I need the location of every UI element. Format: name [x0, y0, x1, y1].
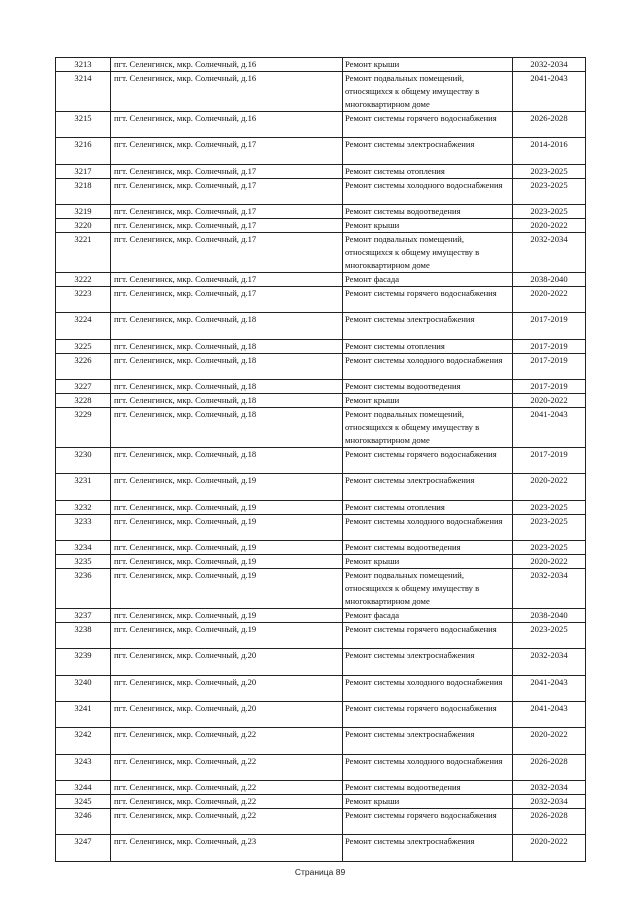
row-work-type: Ремонт системы электроснабжения: [343, 728, 513, 755]
row-address: пгт. Селенгинск, мкр. Солнечный, д.17: [111, 287, 343, 313]
page-footer: [0, 867, 640, 877]
row-number: 3218: [56, 179, 111, 205]
row-period: 2023-2025: [513, 165, 586, 179]
row-work-type: Ремонт системы холодного водоснабжения: [343, 755, 513, 781]
row-period: 2017-2019: [513, 313, 586, 340]
row-period: 2017-2019: [513, 448, 586, 474]
table-row: [56, 233, 586, 273]
row-work-type: Ремонт системы водоотведения: [343, 541, 513, 555]
row-address: пгт. Селенгинск, мкр. Солнечный, д.17: [111, 138, 343, 165]
row-work-type: Ремонт подвальных помещений, относящихся к общему имуществу в многоквартирном доме: [343, 72, 513, 112]
row-work-type: Ремонт системы электроснабжения: [343, 138, 513, 165]
row-address: пгт. Селенгинск, мкр. Солнечный, д.18: [111, 380, 343, 394]
row-address: пгт. Селенгинск, мкр. Солнечный, д.19: [111, 515, 343, 541]
table-row: [56, 380, 586, 394]
row-number: 3247: [56, 835, 111, 862]
row-number: 3213: [56, 58, 111, 72]
row-number: 3243: [56, 755, 111, 781]
row-period: 2020-2022: [513, 728, 586, 755]
row-number: 3227: [56, 380, 111, 394]
row-address: пгт. Селенгинск, мкр. Солнечный, д.16: [111, 72, 343, 112]
table-row: [56, 623, 586, 649]
table-row: [56, 609, 586, 623]
row-period: 2032-2034: [513, 58, 586, 72]
row-work-type: Ремонт фасада: [343, 273, 513, 287]
row-period: 2032-2034: [513, 795, 586, 809]
registry-table-container: [55, 57, 585, 862]
row-period: 2017-2019: [513, 380, 586, 394]
table-row: [56, 112, 586, 138]
row-work-type: Ремонт системы холодного водоснабжения: [343, 354, 513, 380]
row-address: пгт. Селенгинск, мкр. Солнечный, д.20: [111, 649, 343, 676]
table-row: [56, 781, 586, 795]
table-row: [56, 676, 586, 702]
row-number: 3215: [56, 112, 111, 138]
row-address: пгт. Селенгинск, мкр. Солнечный, д.19: [111, 623, 343, 649]
row-address: пгт. Селенгинск, мкр. Солнечный, д.16: [111, 58, 343, 72]
table-row: [56, 72, 586, 112]
row-work-type: Ремонт системы горячего водоснабжения: [343, 623, 513, 649]
row-number: 3230: [56, 448, 111, 474]
row-work-type: Ремонт системы отопления: [343, 165, 513, 179]
row-address: пгт. Селенгинск, мкр. Солнечный, д.18: [111, 448, 343, 474]
table-row: [56, 541, 586, 555]
row-number: 3238: [56, 623, 111, 649]
row-address: пгт. Селенгинск, мкр. Солнечный, д.19: [111, 474, 343, 501]
row-address: пгт. Селенгинск, мкр. Солнечный, д.22: [111, 781, 343, 795]
row-work-type: Ремонт системы горячего водоснабжения: [343, 809, 513, 835]
row-period: 2032-2034: [513, 781, 586, 795]
row-period: 2023-2025: [513, 541, 586, 555]
row-address: пгт. Селенгинск, мкр. Солнечный, д.17: [111, 179, 343, 205]
table-row: [56, 835, 586, 862]
row-work-type: Ремонт подвальных помещений, относящихся к общему имуществу в многоквартирном доме: [343, 233, 513, 273]
row-address: пгт. Селенгинск, мкр. Солнечный, д.17: [111, 273, 343, 287]
row-number: 3214: [56, 72, 111, 112]
table-row: [56, 728, 586, 755]
table-row: [56, 501, 586, 515]
row-number: 3231: [56, 474, 111, 501]
row-number: 3216: [56, 138, 111, 165]
page-number: Страница 89: [294, 867, 346, 877]
row-period: 2026-2028: [513, 755, 586, 781]
row-number: 3225: [56, 340, 111, 354]
row-work-type: Ремонт крыши: [343, 555, 513, 569]
row-number: 3235: [56, 555, 111, 569]
row-number: 3229: [56, 408, 111, 448]
row-period: 2017-2019: [513, 354, 586, 380]
row-number: 3232: [56, 501, 111, 515]
row-address: пгт. Селенгинск, мкр. Солнечный, д.17: [111, 205, 343, 219]
registry-table-body: [56, 58, 586, 862]
table-row: [56, 394, 586, 408]
row-work-type: Ремонт системы горячего водоснабжения: [343, 287, 513, 313]
row-period: 2023-2025: [513, 623, 586, 649]
row-number: 3226: [56, 354, 111, 380]
row-address: пгт. Селенгинск, мкр. Солнечный, д.18: [111, 340, 343, 354]
table-row: [56, 555, 586, 569]
row-period: 2023-2025: [513, 515, 586, 541]
row-work-type: Ремонт системы электроснабжения: [343, 313, 513, 340]
row-address: пгт. Селенгинск, мкр. Солнечный, д.19: [111, 501, 343, 515]
row-number: 3234: [56, 541, 111, 555]
row-number: 3246: [56, 809, 111, 835]
row-period: 2020-2022: [513, 219, 586, 233]
row-address: пгт. Селенгинск, мкр. Солнечный, д.22: [111, 795, 343, 809]
row-number: 3220: [56, 219, 111, 233]
table-row: [56, 205, 586, 219]
table-row: [56, 702, 586, 728]
row-period: 2020-2022: [513, 835, 586, 862]
table-row: [56, 165, 586, 179]
row-address: пгт. Селенгинск, мкр. Солнечный, д.19: [111, 555, 343, 569]
row-address: пгт. Селенгинск, мкр. Солнечный, д.17: [111, 233, 343, 273]
row-address: пгт. Селенгинск, мкр. Солнечный, д.17: [111, 165, 343, 179]
row-period: 2014-2016: [513, 138, 586, 165]
row-address: пгт. Селенгинск, мкр. Солнечный, д.22: [111, 728, 343, 755]
row-address: пгт. Селенгинск, мкр. Солнечный, д.20: [111, 676, 343, 702]
row-work-type: Ремонт системы холодного водоснабжения: [343, 515, 513, 541]
row-period: 2023-2025: [513, 501, 586, 515]
row-number: 3222: [56, 273, 111, 287]
row-work-type: Ремонт подвальных помещений, относящихся к общему имуществу в многоквартирном доме: [343, 569, 513, 609]
row-number: 3244: [56, 781, 111, 795]
row-number: 3233: [56, 515, 111, 541]
row-period: 2041-2043: [513, 408, 586, 448]
table-row: [56, 795, 586, 809]
row-period: 2020-2022: [513, 555, 586, 569]
table-row: [56, 287, 586, 313]
table-row: [56, 649, 586, 676]
row-address: пгт. Селенгинск, мкр. Солнечный, д.18: [111, 313, 343, 340]
table-row: [56, 138, 586, 165]
row-number: 3217: [56, 165, 111, 179]
row-period: 2032-2034: [513, 649, 586, 676]
row-work-type: Ремонт системы водоотведения: [343, 205, 513, 219]
table-row: [56, 515, 586, 541]
row-number: 3242: [56, 728, 111, 755]
table-row: [56, 58, 586, 72]
table-row: [56, 273, 586, 287]
row-work-type: Ремонт крыши: [343, 58, 513, 72]
row-work-type: Ремонт крыши: [343, 394, 513, 408]
row-work-type: Ремонт подвальных помещений, относящихся к общему имуществу в многоквартирном доме: [343, 408, 513, 448]
table-row: [56, 354, 586, 380]
row-period: 2038-2040: [513, 609, 586, 623]
row-work-type: Ремонт фасада: [343, 609, 513, 623]
row-period: 2041-2043: [513, 72, 586, 112]
row-number: 3245: [56, 795, 111, 809]
row-period: 2017-2019: [513, 340, 586, 354]
row-address: пгт. Селенгинск, мкр. Солнечный, д.18: [111, 408, 343, 448]
row-work-type: Ремонт системы отопления: [343, 340, 513, 354]
row-period: 2026-2028: [513, 809, 586, 835]
row-address: пгт. Селенгинск, мкр. Солнечный, д.20: [111, 702, 343, 728]
row-work-type: Ремонт системы горячего водоснабжения: [343, 702, 513, 728]
row-work-type: Ремонт системы электроснабжения: [343, 649, 513, 676]
table-row: [56, 219, 586, 233]
row-number: 3219: [56, 205, 111, 219]
row-period: 2041-2043: [513, 676, 586, 702]
row-work-type: Ремонт системы холодного водоснабжения: [343, 179, 513, 205]
row-address: пгт. Селенгинск, мкр. Солнечный, д.19: [111, 569, 343, 609]
row-period: 2041-2043: [513, 702, 586, 728]
row-period: 2026-2028: [513, 112, 586, 138]
row-number: 3236: [56, 569, 111, 609]
row-period: 2020-2022: [513, 474, 586, 501]
row-work-type: Ремонт крыши: [343, 219, 513, 233]
row-number: 3240: [56, 676, 111, 702]
row-address: пгт. Селенгинск, мкр. Солнечный, д.19: [111, 609, 343, 623]
row-work-type: Ремонт системы горячего водоснабжения: [343, 112, 513, 138]
row-number: 3224: [56, 313, 111, 340]
table-row: [56, 408, 586, 448]
row-period: 2023-2025: [513, 179, 586, 205]
table-row: [56, 313, 586, 340]
table-row: [56, 340, 586, 354]
row-work-type: Ремонт системы электроснабжения: [343, 474, 513, 501]
row-work-type: Ремонт крыши: [343, 795, 513, 809]
row-work-type: Ремонт системы водоотведения: [343, 380, 513, 394]
row-period: 2032-2034: [513, 569, 586, 609]
table-row: [56, 179, 586, 205]
row-work-type: Ремонт системы электроснабжения: [343, 835, 513, 862]
row-address: пгт. Селенгинск, мкр. Солнечный, д.18: [111, 354, 343, 380]
row-address: пгт. Селенгинск, мкр. Солнечный, д.17: [111, 219, 343, 233]
row-address: пгт. Селенгинск, мкр. Солнечный, д.19: [111, 541, 343, 555]
row-address: пгт. Селенгинск, мкр. Солнечный, д.23: [111, 835, 343, 862]
registry-table: [55, 57, 586, 862]
row-period: 2020-2022: [513, 394, 586, 408]
table-row: [56, 474, 586, 501]
row-number: 3241: [56, 702, 111, 728]
row-period: 2023-2025: [513, 205, 586, 219]
table-row: [56, 809, 586, 835]
row-period: 2038-2040: [513, 273, 586, 287]
row-number: 3228: [56, 394, 111, 408]
table-row: [56, 569, 586, 609]
table-row: [56, 755, 586, 781]
row-period: 2020-2022: [513, 287, 586, 313]
table-row: [56, 448, 586, 474]
row-period: 2032-2034: [513, 233, 586, 273]
row-address: пгт. Селенгинск, мкр. Солнечный, д.22: [111, 809, 343, 835]
row-work-type: Ремонт системы водоотведения: [343, 781, 513, 795]
row-work-type: Ремонт системы горячего водоснабжения: [343, 448, 513, 474]
row-number: 3237: [56, 609, 111, 623]
row-work-type: Ремонт системы отопления: [343, 501, 513, 515]
row-work-type: Ремонт системы холодного водоснабжения: [343, 676, 513, 702]
row-address: пгт. Селенгинск, мкр. Солнечный, д.22: [111, 755, 343, 781]
row-number: 3239: [56, 649, 111, 676]
row-number: 3223: [56, 287, 111, 313]
row-number: 3221: [56, 233, 111, 273]
row-address: пгт. Селенгинск, мкр. Солнечный, д.16: [111, 112, 343, 138]
row-address: пгт. Селенгинск, мкр. Солнечный, д.18: [111, 394, 343, 408]
